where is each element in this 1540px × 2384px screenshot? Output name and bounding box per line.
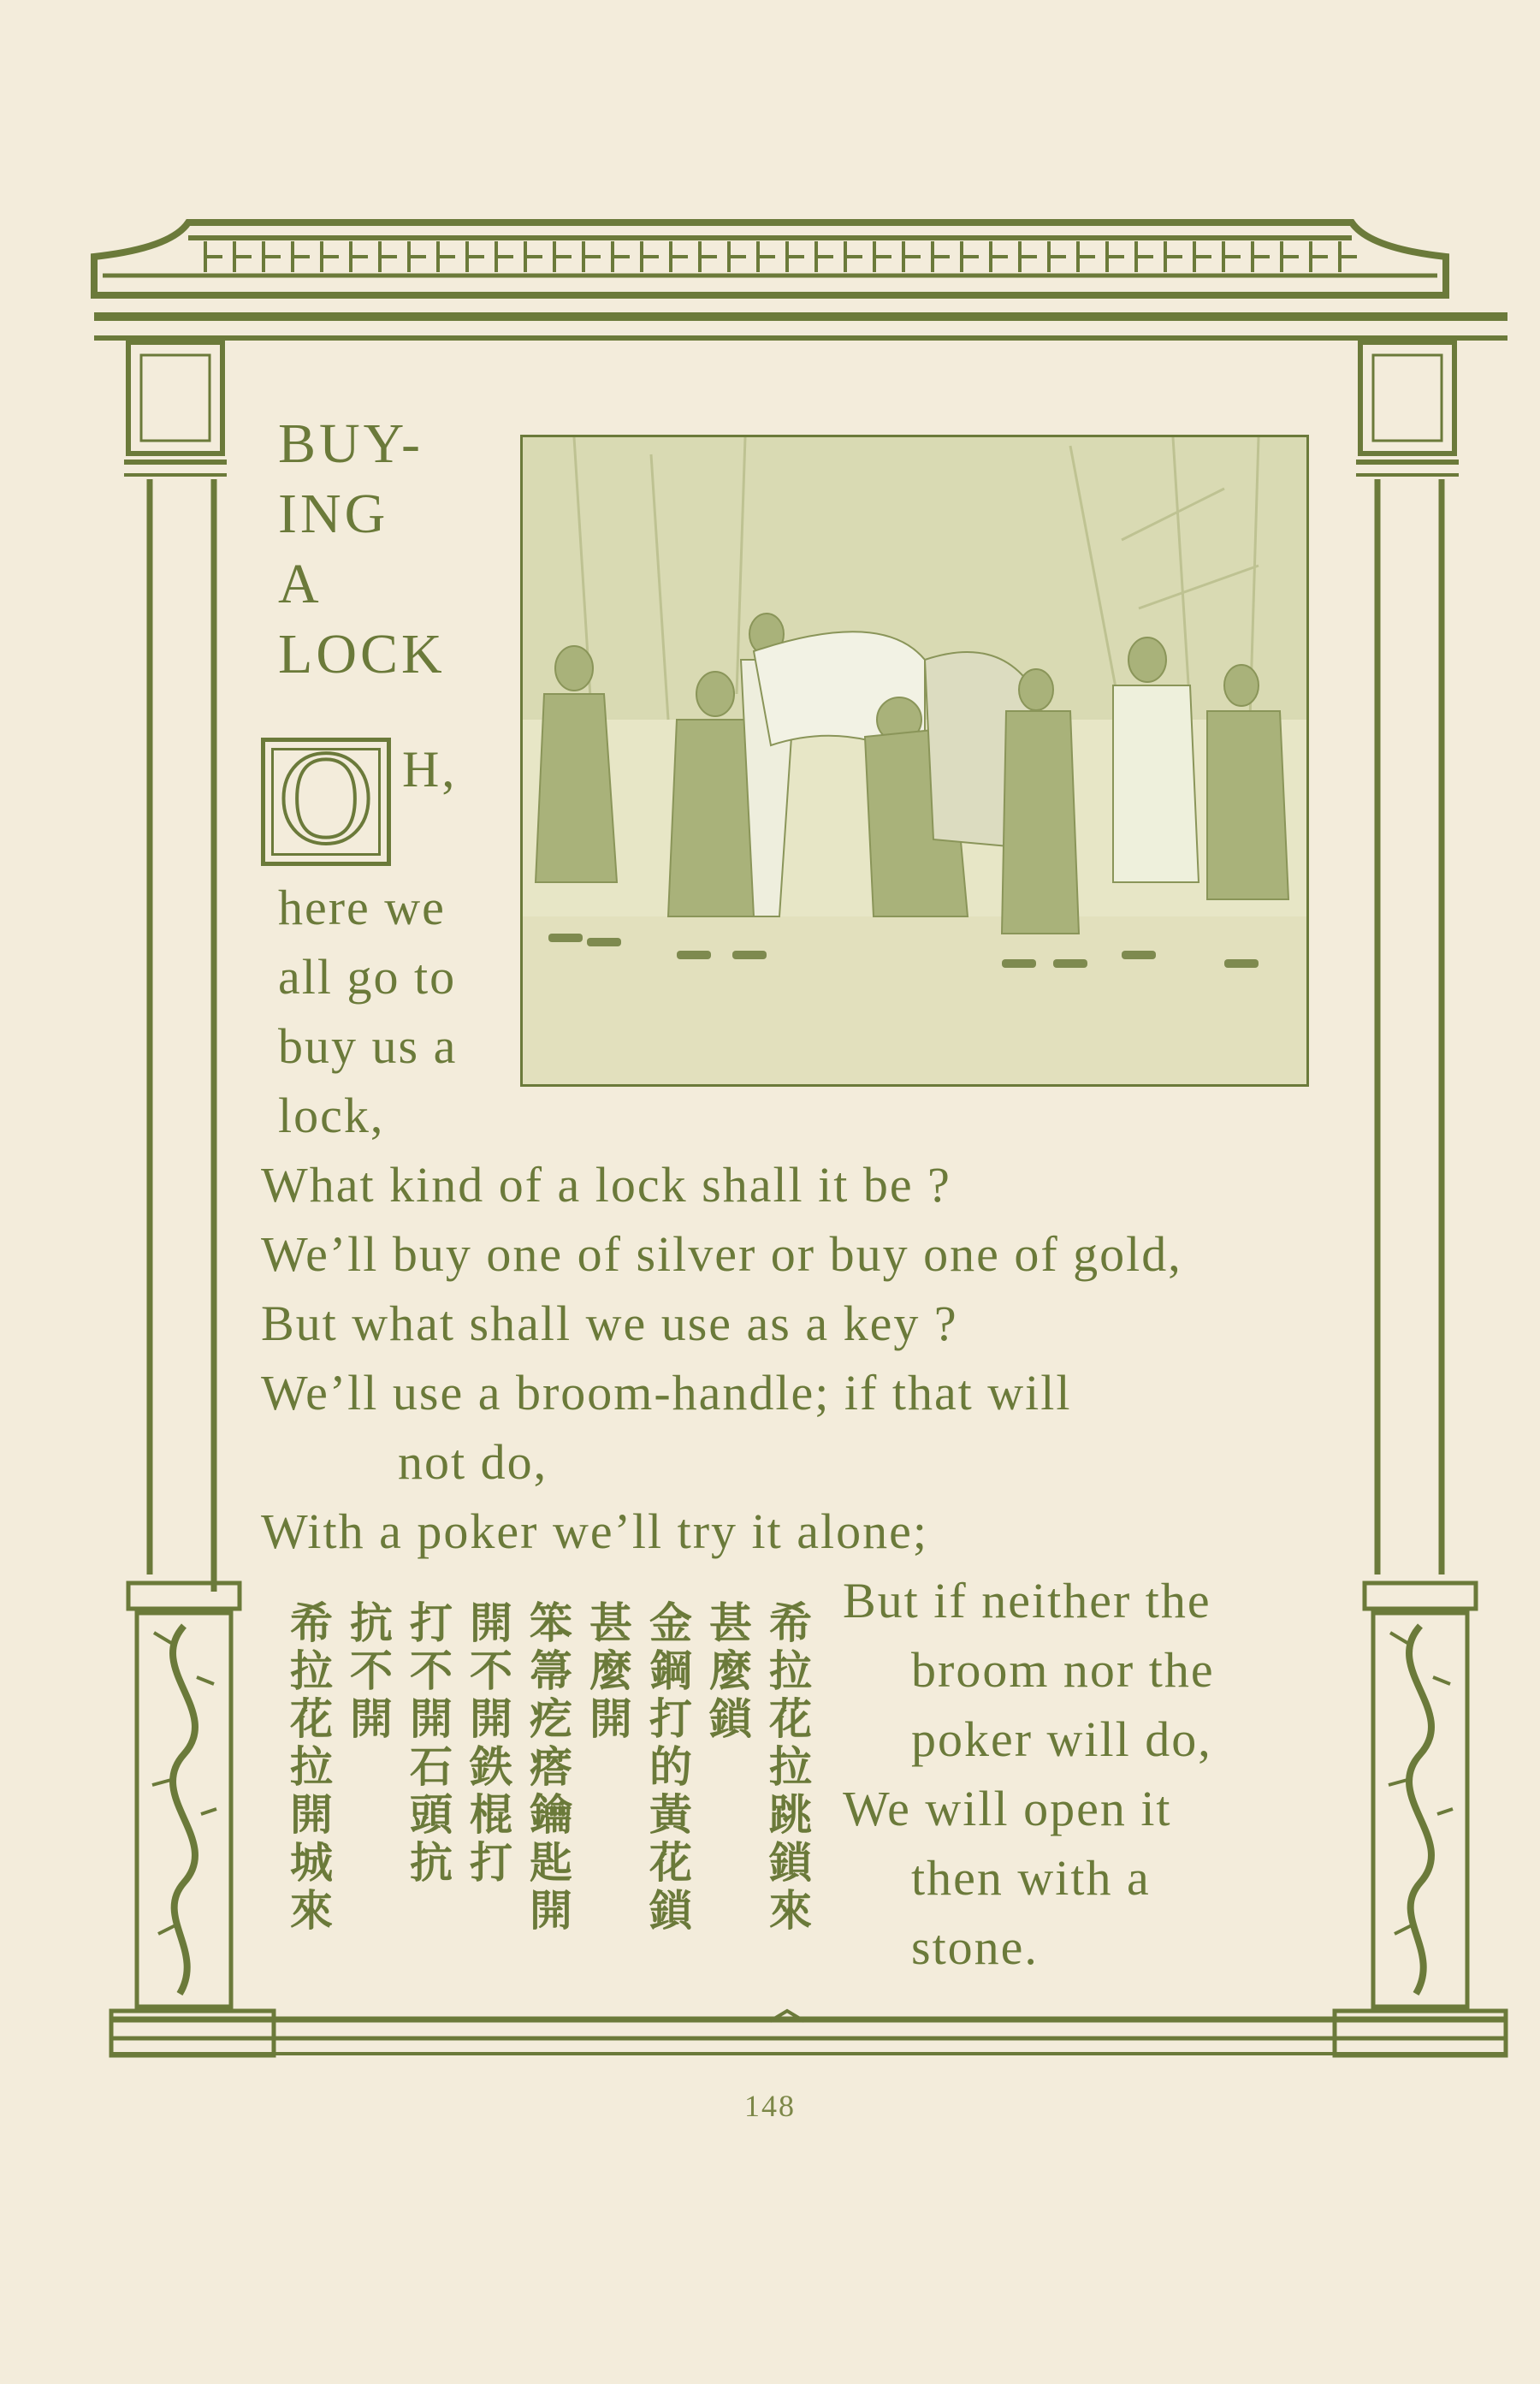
verse-line: poker will do, <box>911 1711 1212 1767</box>
verse-closing <box>843 1566 1215 1982</box>
chinese-column: 希拉花拉跳鎖來 <box>762 1600 812 1936</box>
chinese-column: 笨箒疙瘩鑰匙開 <box>523 1600 572 1936</box>
verse-line: We’ll buy one of silver or buy one of gold, <box>261 1226 1182 1282</box>
chinese-column: 希拉花拉開城來 <box>283 1600 333 1936</box>
verse-line: stone. <box>911 1919 1039 1975</box>
verse-line: With a poker we’ll try it alone; <box>261 1503 928 1559</box>
chinese-column: 開不開鉄棍打 <box>463 1600 512 1888</box>
verse-line: But if neither the <box>843 1573 1211 1628</box>
verse-main <box>261 1150 1182 1566</box>
title-line: LOCK <box>278 623 446 685</box>
verse-intro <box>278 873 457 1150</box>
verse-line: not do, <box>398 1434 548 1490</box>
chinese-column: 打不開石頭抗 <box>403 1600 453 1888</box>
chinese-column: 抗不開 <box>343 1600 393 1744</box>
verse-line: lock, <box>278 1088 385 1143</box>
verse-line: But what shall we use as a key ? <box>261 1296 958 1351</box>
photo-illustration <box>523 437 1306 1084</box>
drop-cap-rest: H, <box>402 741 458 798</box>
title-line: BUY- <box>278 412 424 475</box>
title-line: ING <box>278 483 389 545</box>
verse-line: buy us a <box>278 1018 458 1074</box>
drop-cap <box>261 732 391 871</box>
chinese-column: 金鋼打的黃花鎖 <box>643 1600 692 1936</box>
drop-cap-letter: O <box>271 748 381 856</box>
chinese-verse <box>257 1600 821 2002</box>
poem-title <box>278 409 446 690</box>
verse-line: What kind of a lock shall it be ? <box>261 1157 951 1213</box>
photograph-children-playing <box>520 435 1309 1087</box>
title-line: A <box>278 553 323 615</box>
chinese-column: 甚麼鎖 <box>702 1600 752 1744</box>
verse-line: We’ll use a broom-handle; if that will <box>261 1365 1072 1420</box>
verse-line: here we <box>278 880 446 935</box>
verse-line: We will open it <box>843 1781 1172 1836</box>
verse-line: then with a <box>911 1850 1151 1906</box>
page-number: 148 <box>744 2089 796 2123</box>
chinese-column: 甚麼開 <box>583 1600 632 1744</box>
verse-line: all go to <box>278 949 457 1005</box>
verse-line: broom nor the <box>911 1642 1215 1698</box>
